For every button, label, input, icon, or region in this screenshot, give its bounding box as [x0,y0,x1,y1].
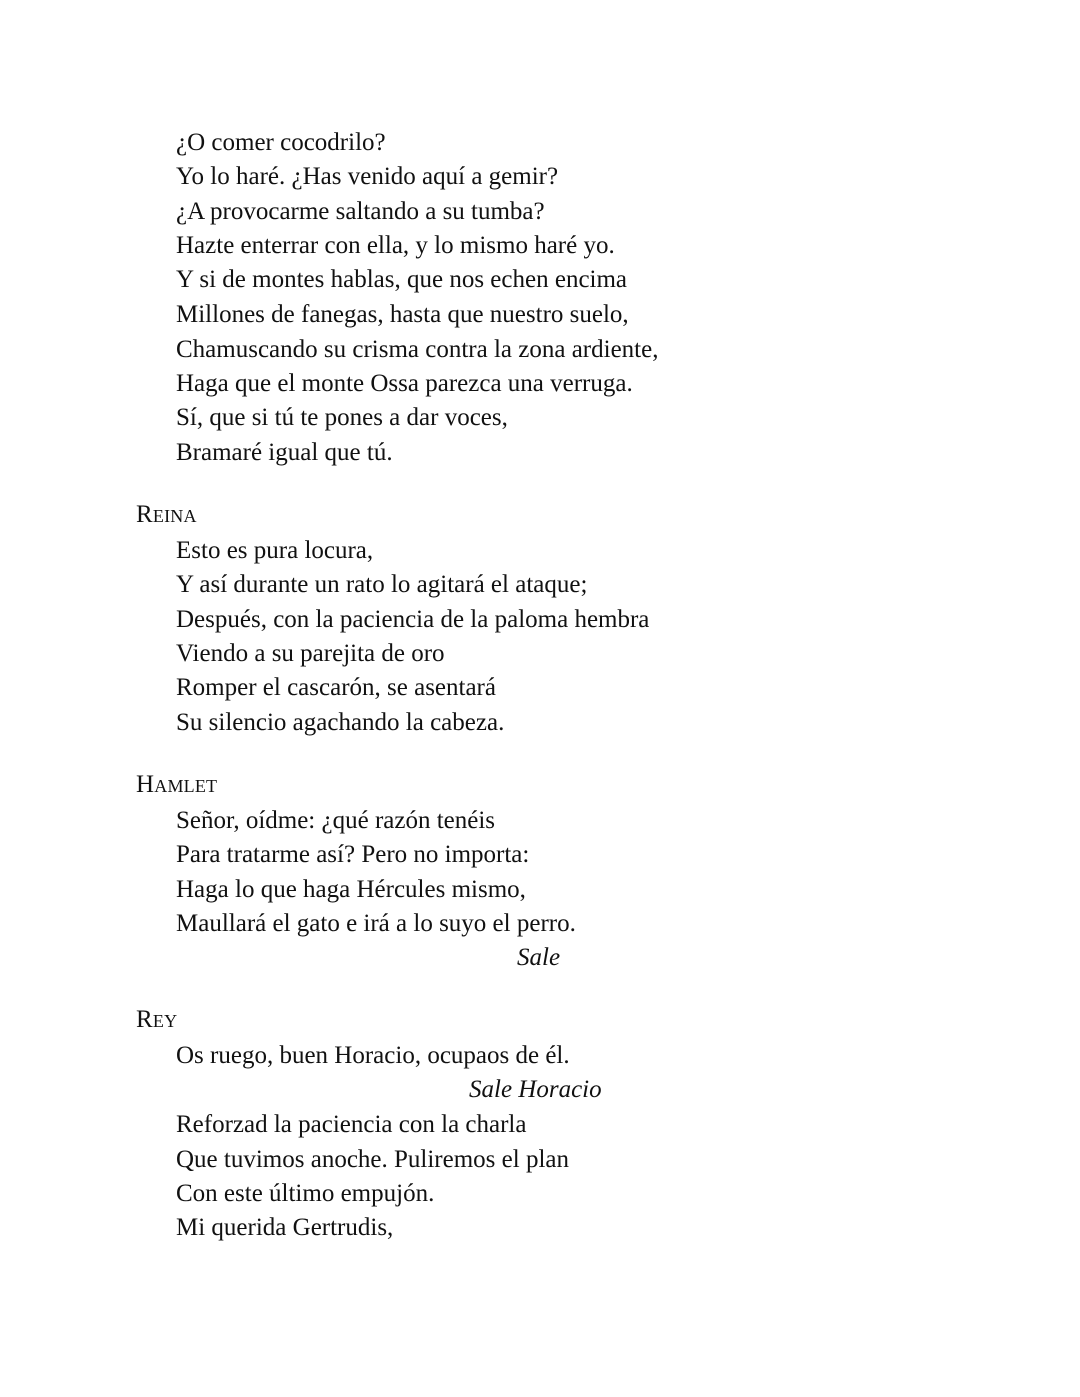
verse-line: Yo lo haré. ¿Has venido aquí a gemir? [176,163,559,190]
verse-line: Señor, oídme: ¿qué razón tenéis [176,807,496,834]
verse-line: ¿O comer cocodrilo? [176,129,386,156]
stage-direction: Sale Horacio [469,1076,602,1103]
verse-line: Chamuscando su crisma contra la zona ardiente, [176,336,659,363]
verse-line: ¿A provocarme saltando a su tumba? [176,198,545,225]
verse-line: Millones de fanegas, hasta que nuestro suelo, [176,301,629,328]
verse-line: Haga que el monte Ossa parezca una verruga. [176,370,633,397]
verse-line: Mi querida Gertrudis, [176,1214,394,1241]
speaker-name: Reina [136,501,197,528]
verse-line: Sí, que si tú te pones a dar voces, [176,404,508,431]
verse-line: Viendo a su parejita de oro [176,640,445,667]
verse-line: Bramaré igual que tú. [176,439,393,466]
stage-direction: Sale [517,944,561,971]
verse-line: Romper el cascarón, se asentará [176,674,496,701]
verse-line: Hazte enterrar con ella, y lo mismo haré yo. [176,232,615,259]
verse-line: Haga lo que haga Hércules mismo, [176,876,526,903]
verse-line: Esto es pura locura, [176,537,374,564]
verse-line: Y si de montes hablas, que nos echen encima [176,266,628,293]
verse-line: Después, con la paciencia de la paloma hembra [176,606,650,633]
verse-line: Que tuvimos anoche. Puliremos el plan [176,1146,569,1173]
verse-line: Su silencio agachando la cabeza. [176,709,505,736]
speaker-name: Rey [136,1006,178,1033]
verse-line: Maullará el gato e irá a lo suyo el perro. [176,910,576,937]
verse-line: Con este último empujón. [176,1180,435,1207]
speaker-name: Hamlet [136,771,218,798]
verse-line: Para tratarme así? Pero no importa: [176,841,530,868]
verse-line: Reforzad la paciencia con la charla [176,1111,527,1138]
verse-line: Os ruego, buen Horacio, ocupaos de él. [176,1042,570,1069]
verse-line: Y así durante un rato lo agitará el ataque; [176,571,588,598]
